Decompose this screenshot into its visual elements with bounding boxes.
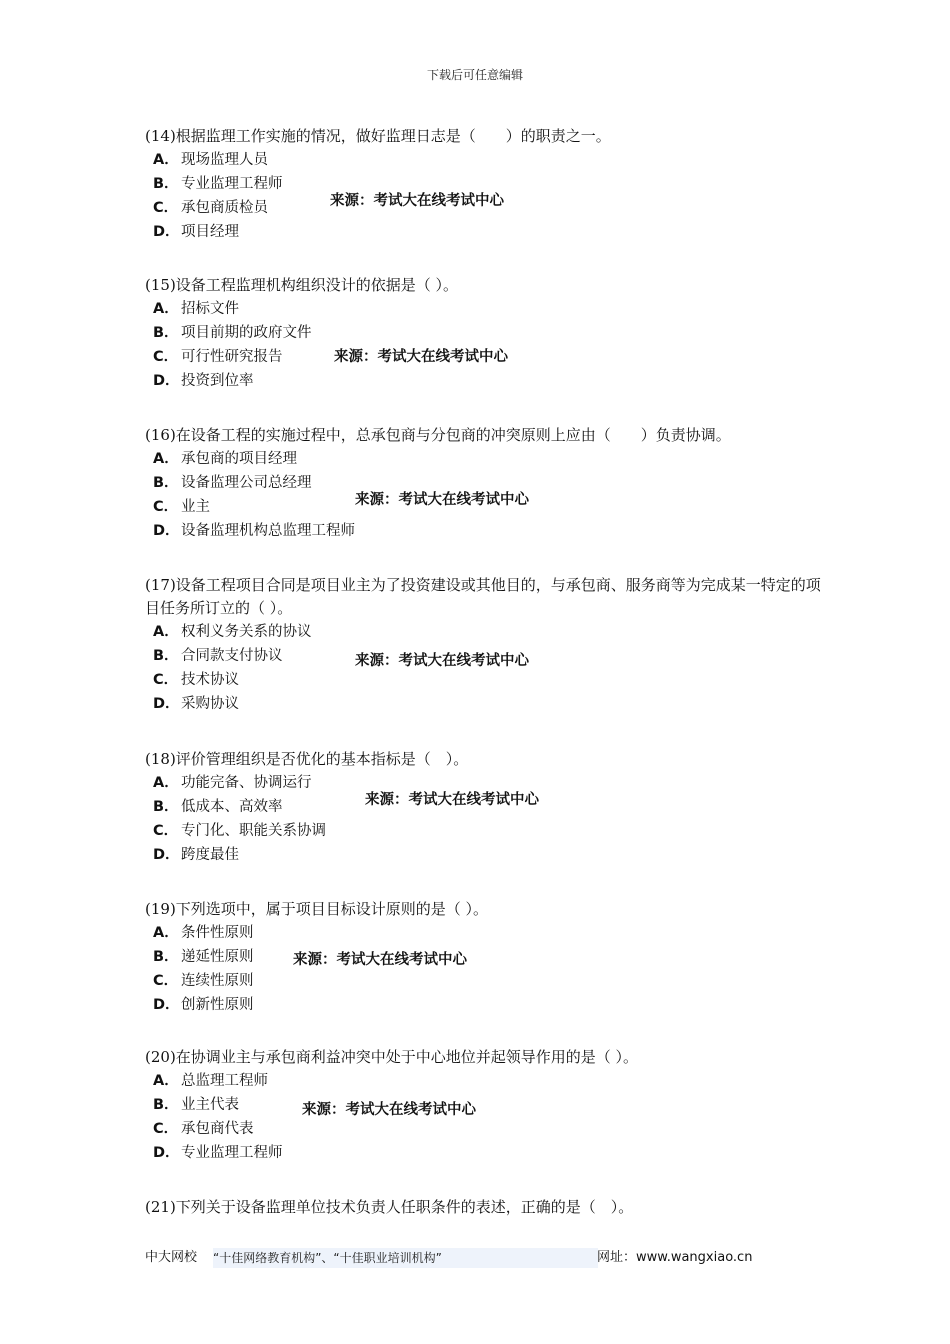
option-b: B． 合同款支付协议 [153,648,283,664]
option-d: D．采购协议 [153,696,239,712]
option-a: A． 条件性原则 [153,925,254,941]
option-c: C． 技术协议 [153,672,239,688]
option-a: A． 招标文件 [153,301,239,317]
option-b: B． 设备监理公司总经理 [153,475,312,491]
question-16 [145,424,825,543]
option-a: A． 现场监理人员 [153,152,268,168]
question-stem: (14)根据监理工作实施的情况，做好监理日志是（ ）的职责之一。 [145,127,611,145]
option-a: A． 承包商的项目经理 [153,451,297,467]
option-a: A． 权利义务关系的协议 [153,624,312,640]
option-d: D．专业监理工程师 [153,1145,283,1161]
question-stem: (15)设备工程监理机构组织没计的依据是（ ）。 [145,276,459,294]
source-label-17: 来源：考试大在线考试中心 [355,653,529,669]
page-footer [145,1248,825,1268]
question-21 [145,1196,825,1219]
question-20 [145,1046,825,1165]
question-stem: (21)下列关于设备监理单位技术负责人任职条件的表述，正确的是（ ）。 [145,1198,634,1216]
option-d: D．投资到位率 [153,373,254,389]
source-label-18: 来源：考试大在线考试中心 [365,792,539,808]
footer-slogan: “十佳网络教育机构”、“十佳职业培训机构” [213,1248,598,1268]
option-d: D．设备监理机构总监理工程师 [153,523,355,539]
option-c: C． 业主 [153,499,210,515]
option-c: C． 承包商质检员 [153,200,268,216]
question-stem: (20)在协调业主与承包商利益冲突中处于中心地位并起领导作用的是（ ）。 [145,1048,639,1066]
option-b: B． 项目前期的政府文件 [153,325,312,341]
option-c: C． 承包商代表 [153,1121,254,1137]
question-stem: (16)在设备工程的实施过程中，总承包商与分包商的冲突原则上应由（ ）负责协调。 [145,426,731,444]
option-c: C． 可行性研究报告 [153,349,283,365]
footer-brand: 中大网校 [145,1250,198,1265]
source-label-15: 来源：考试大在线考试中心 [334,349,508,365]
option-c: C． 专门化、职能关系协调 [153,823,326,839]
option-a: A． 总监理工程师 [153,1073,268,1089]
option-b: B． 业主代表 [153,1097,239,1113]
source-label-14: 来源：考试大在线考试中心 [330,193,504,209]
option-a: A． 功能完备、协调运行 [153,775,312,791]
option-d: D．跨度最佳 [153,847,239,863]
option-b: B． 递延性原则 [153,949,254,965]
question-14 [145,125,825,244]
footer-website[interactable]: 网址：www.wangxiao.cn [597,1250,753,1265]
question-stem: (17)设备工程项目合同是项目业主为了投资建设或其他目的，与承包商、服务商等为完成某一特定的项目任务所订立的（ ）。 [145,576,821,617]
source-label-16: 来源：考试大在线考试中心 [355,492,529,508]
question-stem: (18)评价管理组织是否优化的基本指标是（ ）。 [145,750,469,768]
source-label-19: 来源：考试大在线考试中心 [293,952,467,968]
option-b: B． 专业监理工程师 [153,176,283,192]
question-15 [145,274,825,393]
question-17 [145,574,825,716]
source-label-20: 来源：考试大在线考试中心 [302,1102,476,1118]
option-d: D．创新性原则 [153,997,254,1013]
option-c: C． 连续性原则 [153,973,254,989]
page-header: 下载后可任意编辑 [426,68,523,82]
option-d: D．项目经理 [153,224,239,240]
question-19 [145,898,825,1017]
option-b: B． 低成本、高效率 [153,799,283,815]
question-stem: (19)下列选项中，属于项目目标设计原则的是（ ）。 [145,900,489,918]
